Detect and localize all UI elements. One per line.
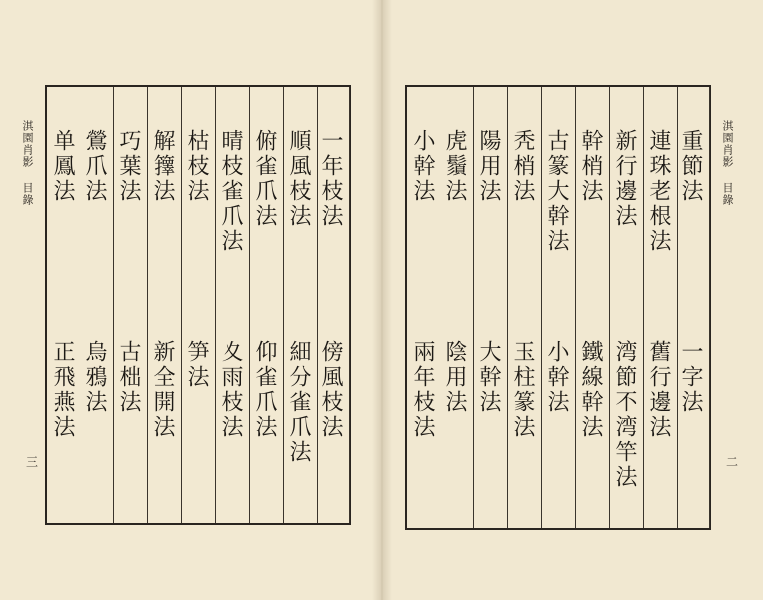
toc-entry: 兩年枝法 [410, 340, 435, 440]
toc-column [677, 87, 710, 528]
toc-entry: 鶯爪法 [82, 129, 107, 204]
toc-entry: 陽用法 [476, 129, 501, 204]
toc-entry: 舊行邊法 [646, 340, 671, 440]
toc-column [643, 87, 678, 528]
toc-entry: 傍風枝法 [318, 340, 343, 440]
toc-column [439, 87, 474, 528]
toc-column [609, 87, 644, 528]
toc-entry: 重節法 [678, 129, 703, 204]
toc-column [283, 87, 318, 523]
toc-entry: 虎鬚法 [442, 129, 467, 204]
toc-column [215, 87, 250, 523]
right-margin-title: 淇園肖影 目錄 [721, 120, 734, 206]
toc-entry: 新行邊法 [612, 129, 637, 229]
toc-column [507, 87, 542, 528]
toc-column [79, 87, 114, 523]
toc-entry: 枯枝法 [184, 129, 209, 204]
toc-entry: 仰雀爪法 [252, 340, 277, 440]
toc-entry: 陰用法 [442, 340, 467, 415]
toc-entry: 順風枝法 [286, 129, 311, 229]
toc-entry: 玉柱篆法 [510, 340, 535, 440]
toc-entry: 俯雀爪法 [252, 129, 277, 229]
left-margin-title: 淇園肖影 目錄 [21, 120, 34, 206]
toc-entry: 古篆大幹法 [544, 129, 569, 254]
toc-column [473, 87, 508, 528]
toc-entry: 幹梢法 [578, 129, 603, 204]
toc-column [113, 87, 148, 523]
right-toc-frame [405, 85, 711, 530]
left-page-number: 三 [26, 455, 39, 469]
book-gutter [372, 0, 392, 600]
toc-entry: 巧葉法 [116, 129, 141, 204]
toc-entry: 晴枝雀爪法 [218, 129, 243, 254]
toc-entry: 小幹法 [544, 340, 569, 415]
toc-entry: 古柮法 [116, 340, 141, 415]
toc-column [575, 87, 610, 528]
toc-column [541, 87, 576, 528]
right-page-number: 二 [726, 455, 739, 469]
toc-column [181, 87, 216, 523]
toc-column [317, 87, 350, 523]
toc-column [407, 87, 439, 528]
toc-entry: 大幹法 [476, 340, 501, 415]
toc-column [47, 87, 79, 523]
toc-entry: 秃梢法 [510, 129, 535, 204]
toc-entry: 細分雀爪法 [286, 340, 311, 465]
toc-entry: 正飛燕法 [50, 340, 75, 440]
toc-entry: 烏鴉法 [82, 340, 107, 415]
toc-entry: 湾節不湾竿法 [612, 340, 637, 490]
toc-entry: 新全開法 [150, 340, 175, 440]
toc-entry: 一字法 [678, 340, 703, 415]
toc-column [147, 87, 182, 523]
toc-entry: 鐵線幹法 [578, 340, 603, 440]
left-toc-frame [45, 85, 351, 525]
left-page [0, 0, 381, 600]
toc-entry: 解籜法 [150, 129, 175, 204]
toc-entry: 連珠老根法 [646, 129, 671, 254]
toc-column [249, 87, 284, 523]
toc-entry: 笋法 [184, 340, 209, 390]
toc-entry: 小幹法 [410, 129, 435, 204]
toc-entry: 一年枝法 [318, 129, 343, 229]
toc-entry: 夊雨枝法 [218, 340, 243, 440]
toc-entry: 单鳳法 [50, 129, 75, 204]
